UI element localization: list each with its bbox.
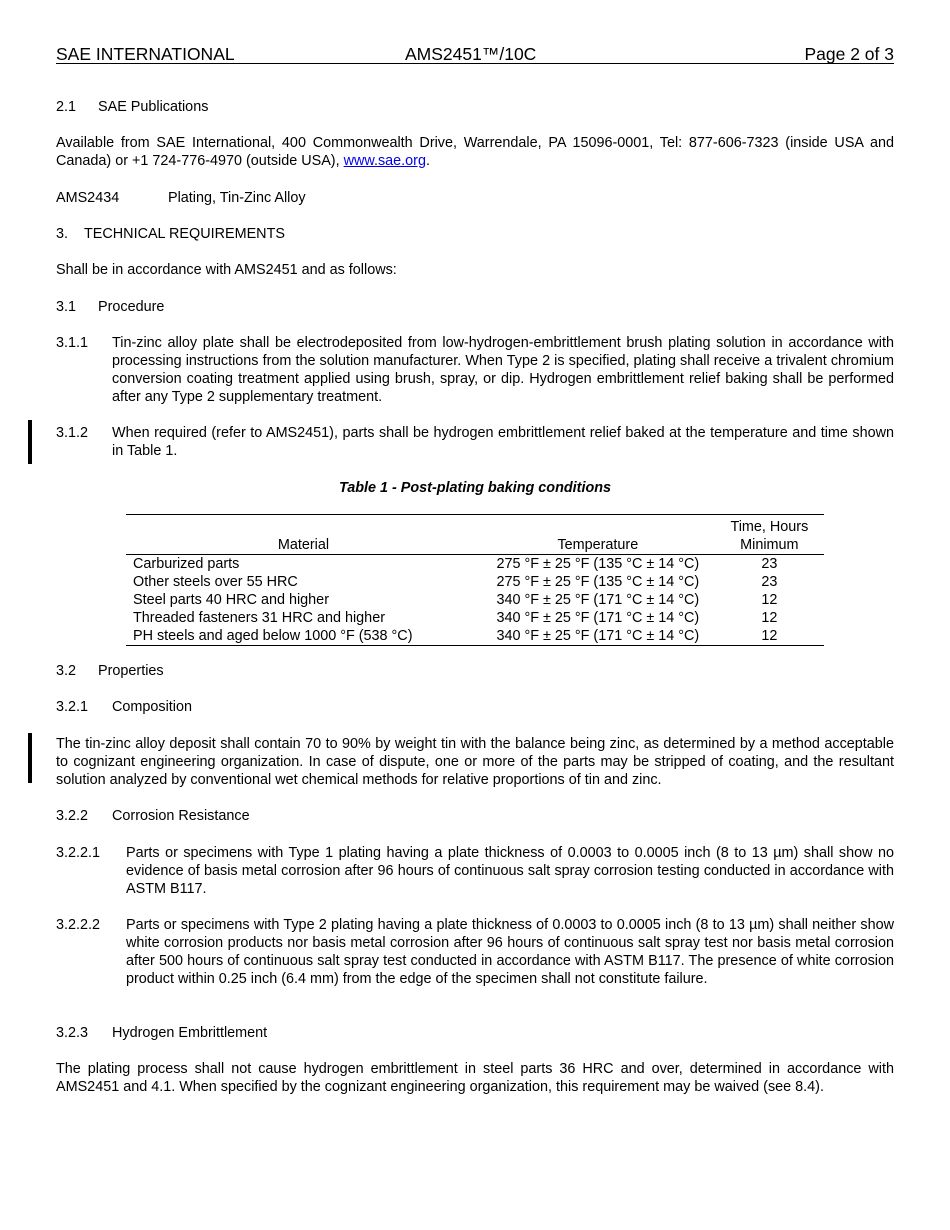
cell-time: 12 bbox=[761, 592, 778, 608]
availability-paragraph bbox=[56, 134, 894, 170]
section-3-2-2-title: Corrosion Resistance bbox=[112, 808, 250, 824]
cell-material: Steel parts 40 HRC and higher bbox=[133, 592, 329, 608]
availability-period: . bbox=[425, 153, 430, 169]
cell-temperature: 340 °F ± 25 °F (171 °C ± 14 °C) bbox=[496, 610, 700, 626]
cell-temperature: 340 °F ± 25 °F (171 °C ± 14 °C) bbox=[496, 628, 700, 644]
header-rule bbox=[56, 63, 894, 64]
header-page-number: Page 2 of 3 bbox=[804, 44, 894, 64]
section-3-1-number: 3.1 bbox=[56, 299, 77, 315]
section-2-1-number: 2.1 bbox=[56, 99, 77, 115]
cell-material: Threaded fasteners 31 HRC and higher bbox=[133, 610, 385, 626]
section-3-1-1-text: Tin-zinc alloy plate shall be electrodeposited from low-hydrogen-embrittlement brush plating solution in accordance with processing instructions from the solution manufacturer. When Type 2 is specified, plating shall receive a trivalent chromium conversion coating treatment applied using brush, spray, or dip. Hydrogen embrittlement relief baking shall be performed after any Type 2 supplementary treatment. bbox=[112, 335, 894, 405]
section-3-2-3-title: Hydrogen Embrittlement bbox=[112, 1025, 268, 1041]
table-1-caption: Table 1 - Post-plating baking conditions bbox=[338, 480, 612, 496]
cell-material: Carburized parts bbox=[133, 556, 240, 572]
section-3-2-1-title: Composition bbox=[112, 699, 192, 715]
change-bar bbox=[28, 420, 32, 464]
section-3-2-2-2-number: 3.2.2.2 bbox=[56, 917, 101, 933]
cell-material: Other steels over 55 HRC bbox=[133, 574, 298, 590]
table-row bbox=[126, 609, 824, 627]
section-3-2-2-1-text: Parts or specimens with Type 1 plating having a plate thickness of 0.0003 to 0.0005 inch (8 to 13 µm) shall show no evidence of basis metal corrosion after 96 hours of continuous salt spray corrosion testing conducted in accordance with ASTM B117. bbox=[126, 845, 894, 897]
header-org: SAE INTERNATIONAL bbox=[56, 44, 235, 64]
section-3-2-number: 3.2 bbox=[56, 663, 77, 679]
cell-temperature: 275 °F ± 25 °F (135 °C ± 14 °C) bbox=[496, 574, 700, 590]
table-row bbox=[126, 555, 824, 574]
section-3-2-3-number: 3.2.3 bbox=[56, 1025, 89, 1041]
baking-conditions-table bbox=[126, 514, 824, 646]
table-row bbox=[126, 627, 824, 646]
column-header-time bbox=[715, 515, 824, 555]
section-3-1-title: Procedure bbox=[98, 299, 165, 315]
table-row bbox=[126, 573, 824, 591]
cell-temperature: 340 °F ± 25 °F (171 °C ± 14 °C) bbox=[496, 592, 700, 608]
cell-time: 12 bbox=[761, 610, 778, 626]
sae-website-link[interactable]: www.sae.org bbox=[343, 153, 426, 169]
cell-time: 23 bbox=[761, 574, 778, 590]
section-3-2-2-2-text: Parts or specimens with Type 2 plating having a plate thickness of 0.0003 to 0.0005 inch (8 to 13 µm) shall neither show white corrosion products nor basis metal corrosion after 96 hours of continuous salt spray test nor basis metal corrosion after 500 hours of continuous salt spray test conducted in accordance with ASTM B117. The presence of white corrosion product within 0.25 inch (6.4 mm) from the edge of the specimen shall not constitute failure. bbox=[126, 917, 894, 987]
header-doc-id: AMS2451™/10C bbox=[405, 44, 537, 64]
section-2-1-title: SAE Publications bbox=[98, 99, 209, 115]
section-3-intro: Shall be in accordance with AMS2451 and as follows: bbox=[56, 262, 397, 278]
column-header-time-line1: Time, Hours bbox=[730, 519, 809, 535]
column-header-material: Material bbox=[277, 537, 330, 553]
table-header-row bbox=[126, 515, 824, 555]
section-3-number: 3. bbox=[56, 226, 69, 242]
reference-code: AMS2434 bbox=[56, 190, 120, 206]
column-header-temperature: Temperature bbox=[557, 537, 639, 553]
section-3-2-1-number: 3.2.1 bbox=[56, 699, 89, 715]
section-3-2-2-1-number: 3.2.2.1 bbox=[56, 845, 101, 861]
section-3-1-2-text: When required (refer to AMS2451), parts shall be hydrogen embrittlement relief baked at the temperature and time shown in Table 1. bbox=[112, 425, 894, 459]
cell-time: 12 bbox=[761, 628, 778, 644]
section-3-1-1-number: 3.1.1 bbox=[56, 335, 89, 351]
section-3-2-3-text: The plating process shall not cause hydrogen embrittlement in steel parts 36 HRC and over, determined in accordance with AMS2451 and 4.1. When specified by the cognizant engineering organization, this requirement may be waived (see 8.4). bbox=[56, 1061, 894, 1095]
section-3-2-2-number: 3.2.2 bbox=[56, 808, 89, 824]
cell-time: 23 bbox=[761, 556, 778, 572]
column-header-time-line2: Minimum bbox=[740, 537, 799, 553]
table-row bbox=[126, 591, 824, 609]
section-3-2-1-text: The tin-zinc alloy deposit shall contain 70 to 90% by weight tin with the balance being zinc, as determined by a method acceptable to cognizant engineering organization. In case of dispute, one or more of the parts may be stripped of coating, and the resultant solution analyzed by conventional wet chemical methods for relative proportions of tin and zinc. bbox=[56, 736, 894, 788]
availability-text: Available from SAE International, 400 Commonwealth Drive, Warrendale, PA 15096-0001, Tel: 877-606-7323 (inside USA and Canada) or +1 724-776-4970 (outside USA), bbox=[56, 135, 894, 169]
change-bar bbox=[28, 733, 32, 783]
reference-title: Plating, Tin-Zinc Alloy bbox=[168, 190, 306, 206]
section-3-title: TECHNICAL REQUIREMENTS bbox=[84, 226, 285, 242]
section-3-2-title: Properties bbox=[98, 663, 164, 679]
cell-material: PH steels and aged below 1000 °F (538 °C) bbox=[133, 628, 413, 644]
cell-temperature: 275 °F ± 25 °F (135 °C ± 14 °C) bbox=[496, 556, 700, 572]
section-3-1-2-number: 3.1.2 bbox=[56, 425, 89, 441]
